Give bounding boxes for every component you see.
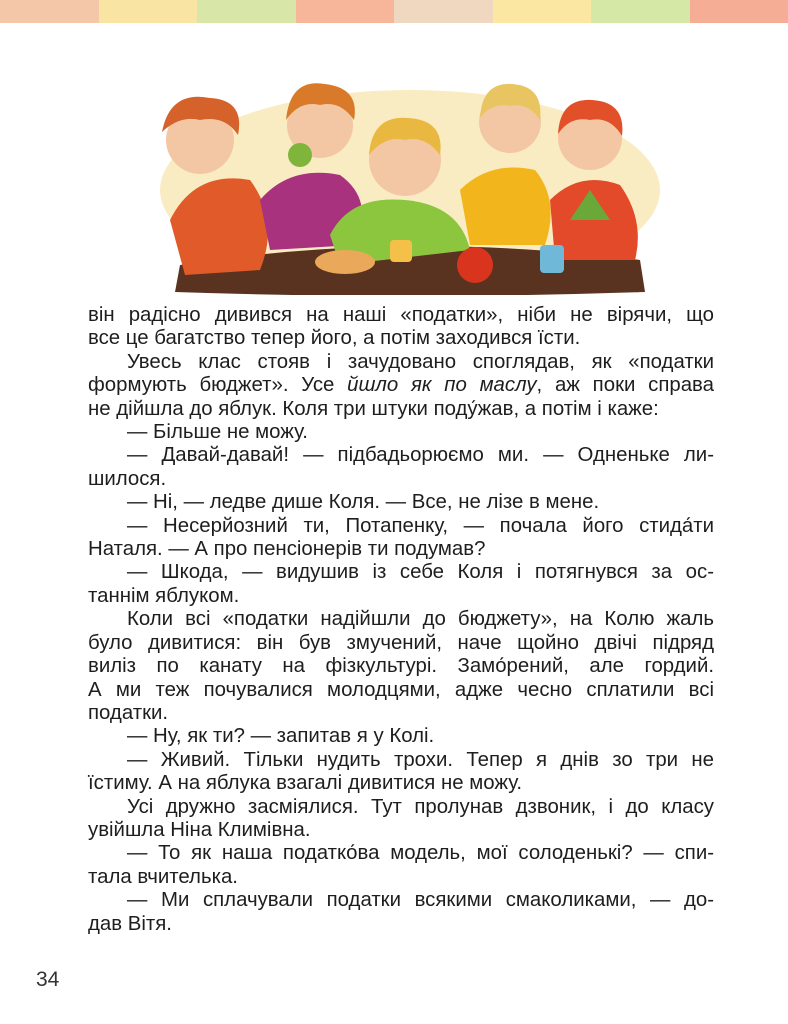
- text-line: тала вчителька.: [88, 865, 238, 888]
- stripe-segment: [690, 0, 788, 23]
- text-line: він радісно дивився на наші «податки», ніби не вірячи, що: [88, 304, 714, 326]
- text-line: Увесь клас стояв і зачудовано споглядав, як «податки: [127, 350, 714, 373]
- text-line: виліз по канату на фізкультурі. Замо́рений, але гордий.: [88, 655, 714, 678]
- text-line: А ми теж почувалися молодцями, адже чесно сплатили всі: [88, 678, 714, 701]
- stripe-segment: [99, 0, 198, 23]
- stripe-segment: [0, 0, 99, 23]
- pie-plate: [315, 250, 375, 274]
- text-line: Наталя. — А про пенсіонерів ти подумав?: [88, 538, 486, 561]
- text-line: — Ні, — ледве дише Коля. — Все, не лізе в мене.: [127, 491, 600, 514]
- apple: [457, 247, 493, 283]
- text-line: податки.: [88, 701, 169, 724]
- italic-phrase: йшло як по маслу: [347, 374, 537, 397]
- text-line: таннім яблуком.: [88, 584, 240, 607]
- story-text: [88, 304, 714, 936]
- text-line: — Шкода, — видушив із себе Коля і потягнувся за ос-: [127, 561, 714, 584]
- text-line: було дивитися: він був змучений, наче щойно двічі підряд: [88, 631, 714, 654]
- text-line: формують бюджет». Усе йшло як по маслу, аж поки справа: [88, 374, 714, 397]
- text-line: — Ну, як ти? — запитав я у Колі.: [127, 725, 435, 748]
- text-line: — Більше не можу.: [127, 421, 308, 444]
- text-line: їстиму. А на яблука взагалі дивитися не можу.: [88, 772, 523, 795]
- text-line: Усі дружно засміялися. Тут пролунав дзвоник, і до класу: [127, 795, 714, 818]
- text-line: шилося.: [88, 467, 167, 490]
- text-line: — Ми сплачували податки всякими смаколиками, — до-: [127, 889, 714, 912]
- text-line: не дійшла до яблук. Коля три штуки поду́жав, а потім і каже:: [88, 397, 659, 420]
- children-at-table-illustration: [140, 70, 660, 295]
- text-line: Коли всі «податки надійшли до бюджету», на Колю жаль: [127, 608, 714, 631]
- text-line: все це багатство тепер його, а потім заходився їсти.: [88, 327, 581, 350]
- stripe-segment: [296, 0, 395, 23]
- text-line: — Несерйозний ти, Потапенку, — почала його стида́ти: [127, 514, 714, 537]
- cup: [540, 245, 564, 273]
- stripe-segment: [394, 0, 493, 23]
- text-line: — Живий. Тільки нудить трохи. Тепер я днів зо три не: [127, 748, 714, 771]
- text-line: — Давай-давай! — підбадьорюємо ми. — Одненьке ли-: [127, 444, 714, 467]
- stripe-segment: [197, 0, 296, 23]
- text-line: дав Вітя.: [88, 912, 172, 935]
- page-number: 34: [36, 968, 60, 991]
- cupcake: [390, 240, 412, 262]
- stripe-segment: [493, 0, 592, 23]
- text-line: — То як наша податко́ва модель, мої солоденькі? — спи-: [127, 842, 714, 865]
- stripe-segment: [591, 0, 690, 23]
- header-color-stripe: [0, 0, 788, 23]
- text-line: увійшла Ніна Климівна.: [88, 818, 311, 841]
